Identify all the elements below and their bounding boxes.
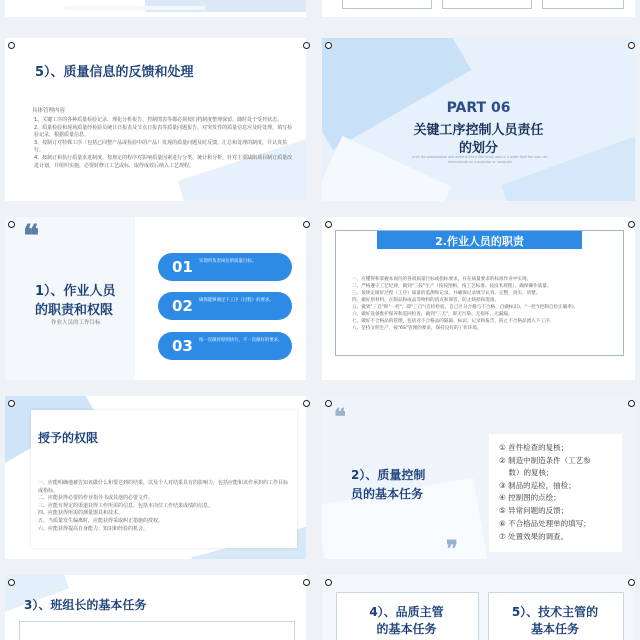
pin	[628, 221, 635, 228]
pin	[8, 221, 15, 228]
goal-number: 03	[172, 337, 193, 355]
pin	[325, 579, 332, 586]
pin	[8, 400, 15, 407]
decor-box	[442, 0, 532, 9]
slide-title: 3）、班组长的基本任务	[24, 598, 147, 612]
slide-1-right-partial	[322, 0, 635, 17]
slide-title-line2: 员的基本任务	[351, 487, 424, 501]
authority-list: 一、应能明确地被告知该做什么和要达到的结果，以及个人对结果具有的影响力，包括应能和该作承担的工作目标或指标。 二、应能获得必要的作业指导书或其他的必要文件。 三、应能有规定的渠道获得工作所需的信息，包括本岗位工作结果成绩的信息。 四、应能获得所需的测量器具和技术。 五、当质量发生偏离时，应能获得采取纠正措施的授权。 六、应能获得提高自身能力、知识和经验的机会。	[38, 480, 289, 532]
tech-supervisor-title1: 5）、技术主管的	[511, 605, 599, 619]
content-card	[19, 621, 295, 640]
qc-task-item: ⑦ 处置效果的调查。	[499, 532, 569, 541]
cover-caption: print the presentation and make it into a film to be used in a wider field the user can demonstrate on a projector or computer	[412, 155, 548, 164]
slide-worker-responsibilities[interactable]	[322, 217, 635, 380]
qc-task-item: ② 制造中制造条件（工艺参	[499, 456, 591, 465]
slide-title: 授予的权限	[38, 431, 99, 445]
qc-task-item: ⑤ 异常问题的反馈；	[499, 506, 569, 515]
pin	[628, 42, 635, 49]
quote-mark-icon: ❝	[23, 219, 40, 254]
section-label: 具体管理内容	[32, 108, 66, 114]
qc-task-item: 数）的复核；	[499, 468, 554, 477]
slide-qc-tasks[interactable]	[322, 396, 635, 559]
slide-title-line2: 的职责和权限	[35, 303, 114, 318]
slide-worker-duties[interactable]	[5, 217, 306, 380]
pin	[628, 400, 635, 407]
content-list: 1、关键工序的各种质量检验记录、理化分析报告、控制图表等都必须按归档制度整理保留，随时处于受控状态。 2、质量检验和现场质量经检验员统计日报表及节点日报表等质量问题报告，对突发性的质量信息应及时处理，填写检验记录，根据质量信息。 3、按制订对特殊工序（包括已回整产品或检验中的产品）发现的质量问题及时反馈，汇总和处理的制度，并认真执行。 4、按制订和执行质量求进制度，按规定的程序对影响质量因素进行分类、统计和分析，针对主要缺陷项目制订质量改进计划，并组织实施，必要时修订工艺或标，取得成效后纳入工艺规程。	[34, 117, 293, 169]
goal-number: 01	[172, 258, 193, 276]
pin	[303, 579, 310, 586]
qc-task-item: ④ 控制图的点绘；	[499, 493, 561, 502]
goal-text: 实现所负责岗位的质量目标。	[199, 259, 257, 264]
slide-title-line1: 2）、质量控制	[351, 468, 426, 482]
part-number: PART 06	[446, 100, 511, 116]
pin	[8, 42, 15, 49]
pin	[628, 579, 635, 586]
qc-task-item: ⑥ 不合格品处理单的填写；	[499, 519, 591, 528]
slide-title: 5）、质量信息的反馈和处理	[35, 65, 194, 80]
decor-box	[542, 0, 624, 9]
qc-task-item: ① 首件检查的复核；	[499, 443, 569, 452]
pin	[303, 400, 310, 407]
quality-supervisor-title2: 的基本任务	[376, 622, 437, 636]
quote-open-icon: ❝	[334, 404, 346, 430]
pin	[325, 42, 332, 49]
pin	[8, 579, 15, 586]
cover-title-line1: 关键工序控制人员责任	[413, 123, 544, 138]
slide-supervisor-tasks[interactable]	[322, 575, 635, 640]
goal-item-2	[158, 292, 292, 320]
pin	[303, 42, 310, 49]
slide-1-left-partial	[5, 0, 306, 17]
slide-team-leader-tasks[interactable]	[5, 575, 306, 640]
goal-item-3	[158, 332, 292, 360]
quote-close-icon: ❞	[446, 536, 458, 559]
decor-bar	[65, 6, 205, 10]
slide-title: 2.作业人员的职责	[435, 235, 524, 248]
duties-list: 一、应懂得和掌握本岗位的各项质量目标或指标要求，并在质量要求的标准作业中实现。 二、严格遵守工艺纪律，做到"三按"生产（按按图纸、按工艺标准、按技术规程），确保操作质量。 三、按规定做好过程（工序）质量的监测和记录，并确保记录填写认真、完整，真实、清楚。 四、做好原材料，在制品和成品等物料的清点和保管，防止缺损和混淆。 五、做到"三自"和"一控"，即"三自"(自检检验、自己区分合格与不合格、自做标识)、"一控"(控制自检正确率)。 六、做好设备维护保养和巡回检查，做到"三无"，即无污染、无损坏、无漏漏。 七、做好不合格品的管理，包括对不合格品的隔离、标识、记录和报告，防止不合格品流入下工序。 八、坚持文明生产，按"6S"管理的要求，保持良好的工作环境。	[352, 277, 579, 331]
decor-box	[342, 0, 432, 9]
qc-task-item: ③ 制品的巡检，抽检；	[499, 481, 576, 490]
goal-text: 按一次做好原则执行，不一次做好的要求。	[199, 338, 283, 343]
goal-text: 确保能够满足下工序（过程）的要求。	[199, 298, 274, 303]
pin	[303, 221, 310, 228]
tech-supervisor-title2: 基本任务	[530, 622, 579, 636]
slide-title-line1: 1）、作业人员	[35, 284, 116, 299]
slide-granted-authority[interactable]	[5, 396, 306, 559]
quality-supervisor-title1: 4）、品质主管	[369, 605, 444, 619]
goal-number: 02	[172, 297, 193, 315]
slide-part-06-cover[interactable]	[322, 38, 635, 201]
pin	[325, 221, 332, 228]
goal-item-1	[158, 253, 292, 281]
slide-quality-feedback[interactable]	[5, 38, 306, 201]
cover-title-line2: 的划分	[458, 141, 498, 156]
slide-subtitle: 作业人员的工作目标	[51, 320, 101, 326]
qc-task-card	[489, 434, 622, 552]
pin	[325, 400, 332, 407]
